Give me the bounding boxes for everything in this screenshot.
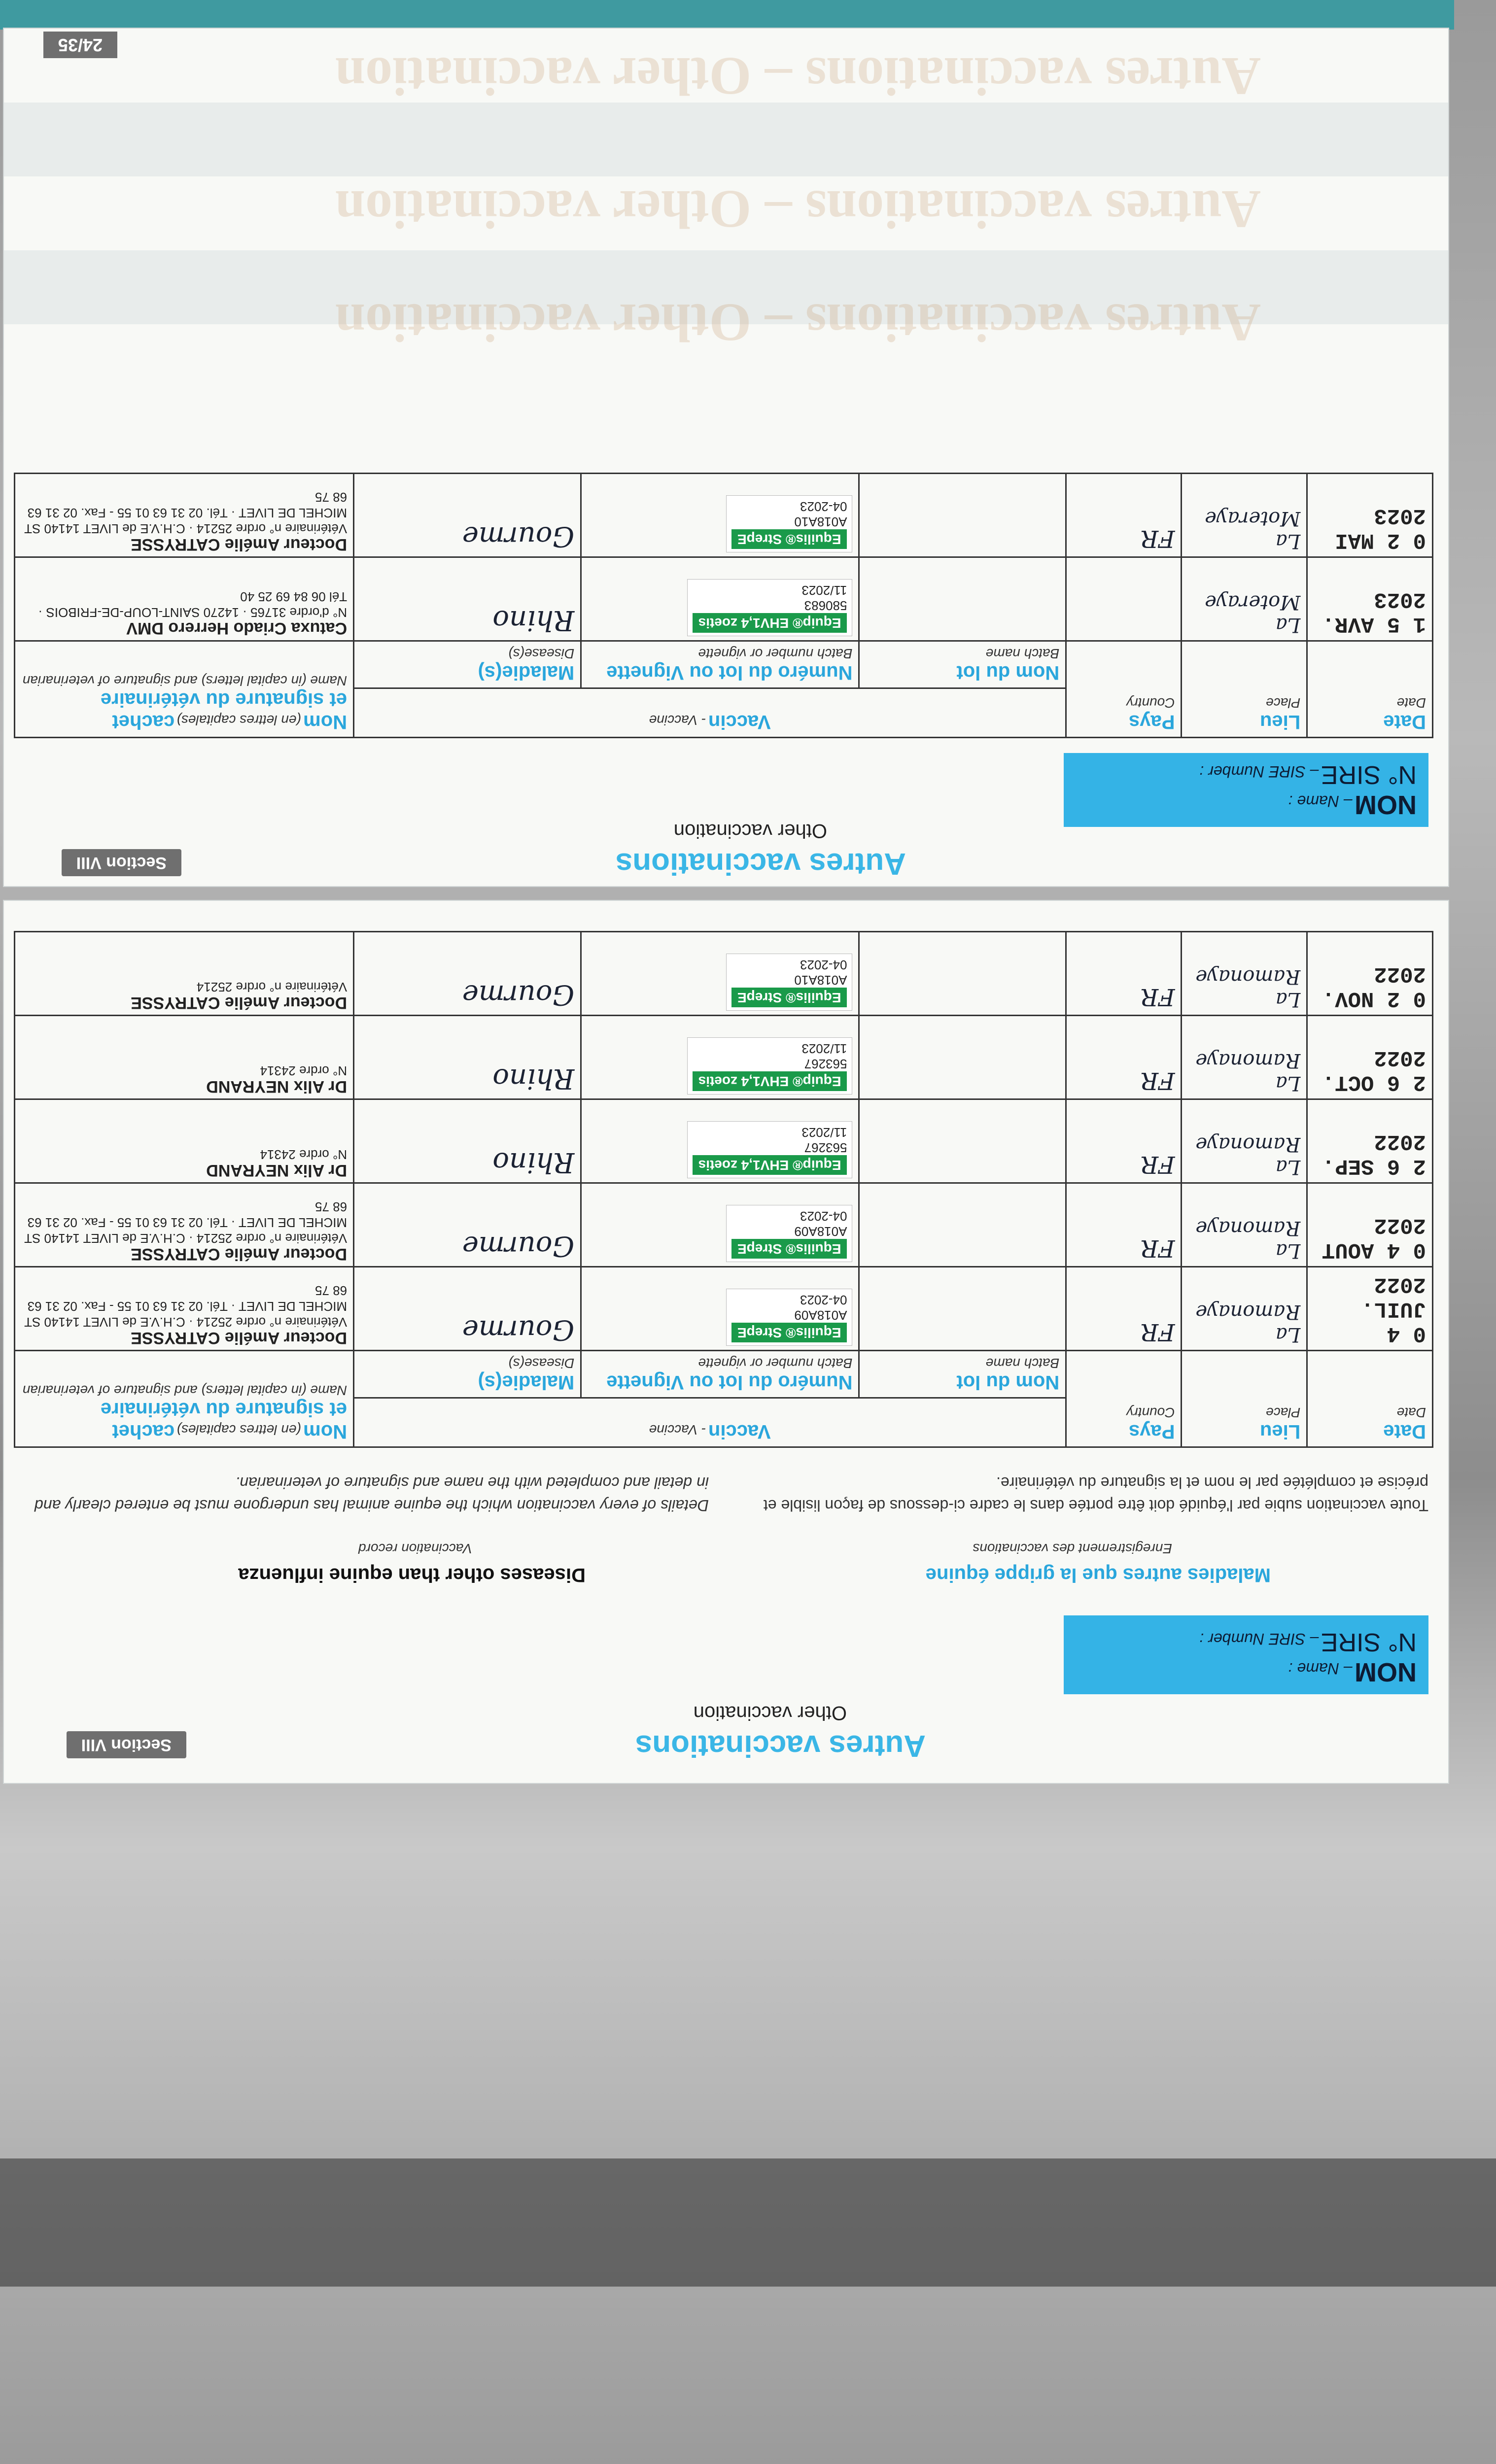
vaccine-vignette <box>726 1205 852 1262</box>
vaccination-row <box>15 474 1433 557</box>
name-sire-box <box>1064 1615 1428 1694</box>
row-vet-stamp <box>15 474 354 557</box>
heading-en: Diseases other than equine influenza <box>238 1564 586 1586</box>
page-section-viii-left <box>3 900 1449 1784</box>
vaccine-vignette <box>687 1121 853 1178</box>
section-tab: Section VIII <box>67 1731 186 1758</box>
vignette-lot: A018A09 <box>794 1224 847 1239</box>
row-pays: FR <box>1066 1267 1182 1351</box>
page-title: Autres vaccinations <box>615 847 906 881</box>
col-maladies: Maladie(s) Disease(s) <box>354 641 581 688</box>
vignette-exp: 04-2023 <box>800 1293 847 1307</box>
vaccination-row <box>15 557 1433 641</box>
vaccination-table-lower <box>14 931 1433 1448</box>
vaccination-row <box>15 1016 1433 1099</box>
col-date: Date Date <box>1307 1351 1433 1447</box>
row-vet-stamp <box>15 932 354 1016</box>
sire-label-en: – SIRE Number : <box>1199 1630 1319 1648</box>
row-lot-vignette <box>581 1016 859 1099</box>
col-vaccin: Vaccin - Vaccine <box>354 688 1066 738</box>
row-pays <box>1066 557 1182 641</box>
vet-name: Docteur Amélie CATRYSSE <box>131 993 348 1012</box>
col-vet: Nom (en lettres capitales) cachet et signature du vétérinaire Name (in capital letters) and signature of veterinarian <box>15 641 354 738</box>
row-nom-lot <box>859 932 1066 1016</box>
row-nom-lot <box>859 1016 1066 1099</box>
vet-name: Docteur Amélie CATRYSSE <box>131 1329 348 1347</box>
row-date: 0 4 JUIL. 2022 <box>1307 1267 1433 1351</box>
col-num-lot: Numéro du lot ou Vignette Batch number or vignette <box>581 1351 859 1398</box>
col-vaccin: Vaccin - Vaccine <box>354 1398 1066 1447</box>
row-lot-vignette <box>581 1099 859 1183</box>
row-pays: FR <box>1066 1183 1182 1267</box>
vignette-exp: 11/2023 <box>801 1125 847 1140</box>
row-lieu: La Ramonaye <box>1182 1183 1307 1267</box>
col-nom-lot: Nom du lot Batch name <box>859 641 1066 688</box>
row-nom-lot <box>859 1099 1066 1183</box>
vignette-brand: Equip® EHV1,4 zoetis <box>693 1071 847 1091</box>
row-lot-vignette <box>581 474 859 557</box>
vignette-lot: A018A09 <box>794 1308 847 1323</box>
vignette-lot: A018A10 <box>794 514 847 529</box>
row-vet-stamp <box>15 1099 354 1183</box>
instructions-en: Details of every vaccination which the equine animal has undergone must be entered clearly and in detail and completed with the name and signature of veterinarian. <box>35 1474 709 1514</box>
vaccination-row <box>15 1099 1433 1183</box>
vet-address: N° d'ordre 31765 · 14270 SAINT-LOUP-DE-FRIBOIS · Tél 06 84 69 25 40 <box>38 589 348 620</box>
page-subtitle: Other vaccination <box>693 1702 847 1724</box>
vignette-exp: 04-2023 <box>800 958 847 972</box>
ghost-text-2: Autres vaccinations – Other vaccination <box>335 179 1261 240</box>
vignette-lot: 563267 <box>804 1057 847 1071</box>
vaccine-vignette <box>726 495 852 552</box>
vignette-brand: Equip® EHV1,4 zoetis <box>693 1155 847 1175</box>
vet-name: Docteur Amélie CATRYSSE <box>131 1245 348 1264</box>
row-date: 2 6 SEP. 2022 <box>1307 1099 1433 1183</box>
vet-address: Vétérinaire n° ordre 25214 · C.H.V.E de LIVET 14140 ST MICHEL DE LIVET · Tél. 02 31 63 01 55 - Fax. 02 31 63 68 75 <box>24 1199 348 1246</box>
record-fr: Enregistrement des vaccinations <box>973 1541 1172 1556</box>
heading-fr: Maladies autres que la grippe équine <box>925 1564 1271 1586</box>
instructions-fr: Toute vaccination subie par l'équidé doit être portée dans le cadre ci-dessous de façon lisible et précise et complétée par le nom et la signature du vétérinaire. <box>763 1474 1428 1514</box>
name-label: NOM <box>1355 1657 1417 1687</box>
row-disease: Gourme <box>354 474 581 557</box>
col-lieu: Lieu Place <box>1182 1351 1307 1447</box>
col-nom-lot: Nom du lot Batch name <box>859 1351 1066 1398</box>
page-section-viii-right <box>3 28 1449 887</box>
row-disease: Rhino <box>354 557 581 641</box>
vignette-lot: 580683 <box>804 598 847 613</box>
row-lot-vignette <box>581 557 859 641</box>
row-date: 2 6 OCT. 2022 <box>1307 1016 1433 1099</box>
row-lieu: La Moteraye <box>1182 474 1307 557</box>
vignette-brand: Equilis® StrepE <box>731 529 847 549</box>
vaccine-vignette <box>726 1289 852 1346</box>
vignette-exp: 11/2023 <box>801 583 847 598</box>
row-lot-vignette <box>581 1267 859 1351</box>
vignette-lot: 563267 <box>804 1140 847 1155</box>
ghost-text-1: Autres vaccinations – Other vaccination <box>335 293 1261 353</box>
vaccination-table-upper <box>14 473 1433 738</box>
vet-address: N° ordre 24314 <box>260 1063 348 1078</box>
ghost-band-2 <box>4 103 1448 176</box>
row-date: 1 5 AVR. 2023 <box>1307 557 1433 641</box>
col-num-lot: Numéro du lot ou Vignette Batch number or vignette <box>581 641 859 688</box>
page-subtitle: Other vaccination <box>673 820 827 842</box>
name-sire-box: NOM – Name : N° SIRE – SIRE Number : <box>1064 753 1428 827</box>
row-vet-stamp <box>15 557 354 641</box>
vet-name: Dr Alix NEYRAND <box>206 1161 348 1180</box>
vaccine-vignette <box>687 1037 853 1095</box>
col-lieu: Lieu Place <box>1182 641 1307 738</box>
sire-label: N° SIRE <box>1321 1628 1417 1656</box>
col-pays: Pays Country <box>1066 1351 1182 1447</box>
row-lieu: La Ramonaye <box>1182 1267 1307 1351</box>
row-pays: FR <box>1066 1099 1182 1183</box>
vignette-exp: 11/2023 <box>801 1041 847 1056</box>
row-disease: Gourme <box>354 932 581 1016</box>
row-nom-lot <box>859 557 1066 641</box>
scan-shadow-band <box>0 2158 1496 2287</box>
vaccination-row <box>15 1183 1433 1267</box>
vignette-brand: Equilis® StrepE <box>731 1323 847 1342</box>
vignette-brand: Equilis® StrepE <box>731 988 847 1007</box>
record-en: Vaccination record <box>358 1541 472 1556</box>
row-date: 0 2 NOV. 2022 <box>1307 932 1433 1016</box>
vaccine-vignette <box>687 579 853 636</box>
booklet-cover-edge <box>0 0 1454 30</box>
vet-address: Vétérinaire n° ordre 25214 · C.H.V.E de LIVET 14140 ST MICHEL DE LIVET · Tél. 02 31 63 01 55 - Fax. 02 31 63 68 75 <box>24 490 348 536</box>
row-lieu: La Moteraye <box>1182 557 1307 641</box>
col-maladies: Maladie(s) Disease(s) <box>354 1351 581 1398</box>
row-disease: Rhino <box>354 1099 581 1183</box>
section-tab: Section VIII <box>62 849 181 876</box>
row-lot-vignette <box>581 932 859 1016</box>
page-number: 24/35 <box>43 32 117 58</box>
row-lieu: La Ramonaye <box>1182 1016 1307 1099</box>
row-date: 0 4 AOUT 2022 <box>1307 1183 1433 1267</box>
vet-address: N° ordre 24314 <box>260 1147 348 1162</box>
row-disease: Rhino <box>354 1016 581 1099</box>
row-lieu: La Ramonaye <box>1182 1099 1307 1183</box>
row-vet-stamp <box>15 1016 354 1099</box>
col-vet: Nom (en lettres capitales) cachet et signature du vétérinaire Name (in capital letters) and signature of veterinarian <box>15 1351 354 1447</box>
row-pays: FR <box>1066 474 1182 557</box>
col-pays: Pays Country <box>1066 641 1182 738</box>
row-lieu: La Ramonaye <box>1182 932 1307 1016</box>
vet-name: Catuxa Criado Herrero DMV <box>126 619 348 638</box>
page-title: Autres vaccinations <box>635 1729 926 1763</box>
row-nom-lot <box>859 1267 1066 1351</box>
name-label-en: – Name : <box>1288 1660 1353 1677</box>
row-disease: Gourme <box>354 1183 581 1267</box>
vet-address: Vétérinaire n° ordre 25214 · C.H.V.E de LIVET 14140 ST MICHEL DE LIVET · Tél. 02 31 63 01 55 - Fax. 02 31 63 68 75 <box>24 1283 348 1330</box>
row-nom-lot <box>859 474 1066 557</box>
ghost-text-3: Autres vaccinations – Other vaccination <box>335 46 1261 106</box>
vignette-exp: 04-2023 <box>800 1209 847 1224</box>
vignette-exp: 04-2023 <box>800 499 847 514</box>
row-nom-lot <box>859 1183 1066 1267</box>
row-lot-vignette <box>581 1183 859 1267</box>
vaccination-row <box>15 932 1433 1016</box>
row-disease: Gourme <box>354 1267 581 1351</box>
col-date: Date Date <box>1307 641 1433 738</box>
row-vet-stamp <box>15 1183 354 1267</box>
vaccine-vignette <box>726 954 852 1011</box>
vignette-brand: Equilis® StrepE <box>731 1239 847 1259</box>
vaccination-row <box>15 1267 1433 1351</box>
vet-address: Vétérinaire n° ordre 25214 <box>196 980 348 994</box>
row-date: 0 2 MAI 2023 <box>1307 474 1433 557</box>
row-vet-stamp <box>15 1267 354 1351</box>
vignette-lot: A018A10 <box>794 973 847 988</box>
vignette-brand: Equip® EHV1,4 zoetis <box>693 613 847 633</box>
vet-name: Dr Alix NEYRAND <box>206 1077 348 1096</box>
row-pays: FR <box>1066 1016 1182 1099</box>
vet-name: Docteur Amélie CATRYSSE <box>131 535 348 554</box>
row-pays: FR <box>1066 932 1182 1016</box>
